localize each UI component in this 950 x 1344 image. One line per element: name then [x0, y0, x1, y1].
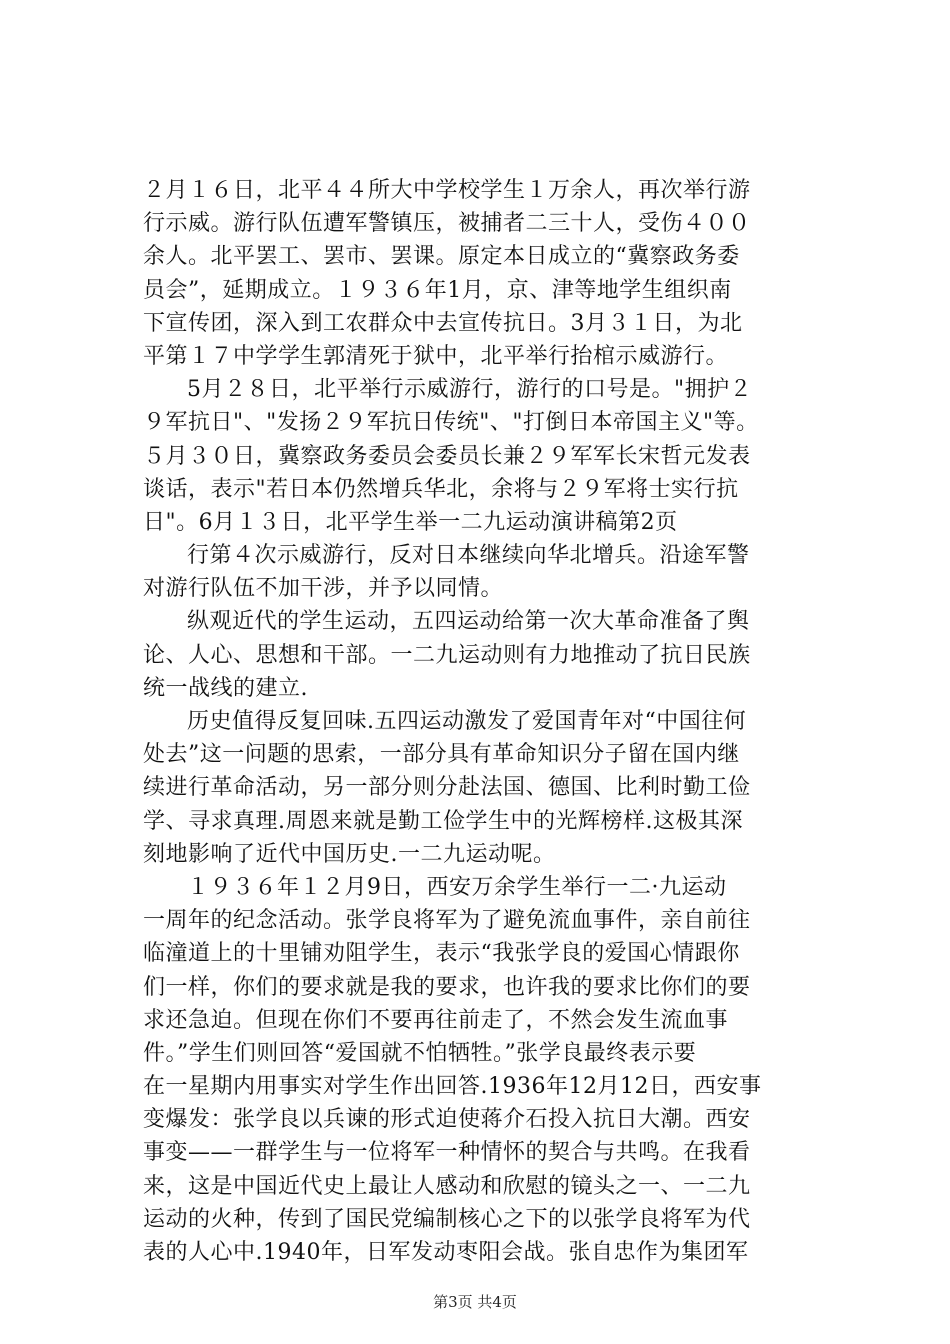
text-line: 行示威。游行队伍遭军警镇压，被捕者二三十人，受伤４００ — [143, 211, 751, 237]
text-line: 临潼道上的十里铺劝阻学生，表示“我张学良的爱国心情跟你 — [143, 941, 740, 967]
text-line: 来，这是中国近代史上最让人感动和欣慰的镜头之一、一二九 — [143, 1173, 751, 1199]
text-line: ５月３０日，冀察政务委员会委员长兼２９军军长宋哲元发表 — [143, 443, 751, 469]
text-line: 件。”学生们则回答“爱国就不怕牺牲。”张学良最终表示要 — [143, 1040, 697, 1066]
text-line: 求还急迫。但现在你们不要再往前走了，不然会发生流血事 — [143, 1007, 729, 1033]
text-line: 处去”这一问题的思索，一部分具有革命知识分子留在国内继 — [143, 742, 740, 768]
text-line: 在一星期内用事实对学生作出回答.1936年12月12日，西安事 — [143, 1074, 762, 1100]
text-line: 谈话，表示"若日本仍然增兵华北，余将与２９军将士实行抗 — [143, 476, 739, 502]
text-line: 一周年的纪念活动。张学良将军为了避免流血事件，亲自前往 — [143, 908, 751, 934]
text-line: 学、寻求真理.周恩来就是勤工俭学生中的光辉榜样.这极其深 — [143, 808, 743, 834]
text-line: 刻地影响了近代中国历史.一二九运动呢。 — [143, 841, 556, 867]
text-line: 统一战线的建立. — [143, 675, 308, 701]
text-line: 变爆发：张学良以兵谏的形式迫使蒋介石投入抗日大潮。西安 — [143, 1107, 751, 1133]
text-line: 事变——一群学生与一位将军一种情怀的契合与共鸣。在我看 — [143, 1140, 751, 1166]
text-line: 论、人心、思想和干部。一二九运动则有力地推动了抗日民族 — [143, 642, 751, 668]
text-line: 日"。6月１３日，北平学生举一二九运动演讲稿第2页 — [143, 509, 678, 535]
text-line: 们一样，你们的要求就是我的要求，也许我的要求比你们的要 — [143, 974, 751, 1000]
text-line: 运动的火种，传到了国民党编制核心之下的以张学良将军为代 — [143, 1206, 751, 1232]
text-line: １９３６年１２月9日，西安万余学生举行一二·九运动 — [187, 874, 727, 900]
body-text — [143, 174, 829, 1269]
text-line: 余人。北平罢工、罢市、罢课。原定本日成立的“冀察政务委 — [143, 244, 740, 270]
text-line: 下宣传团，深入到工农群众中去宣传抗日。3月３１日，为北 — [143, 310, 743, 336]
text-line: ２月１６日，北平４４所大中学校学生１万余人，再次举行游 — [143, 178, 751, 203]
page-number-footer: 第3页 共4页 — [433, 1293, 517, 1311]
text-line: 续进行革命活动，另一部分则分赴法国、德国、比利时勤工俭 — [143, 775, 751, 801]
text-line: 纵观近代的学生运动，五四运动给第一次大革命准备了舆 — [187, 609, 750, 635]
text-line: ９军抗日"、"发扬２９军抗日传统"、"打倒日本帝国主义"等。 — [143, 410, 759, 436]
text-line: 历史值得反复回味.五四运动激发了爱国青年对“中国往何 — [187, 709, 747, 734]
text-line: 表的人心中.1940年，日军发动枣阳会战。张自忠作为集团军 — [143, 1240, 749, 1265]
text-line: 行第４次示威游行，反对日本继续向华北增兵。沿途军警 — [187, 543, 750, 569]
text-line: 对游行队伍不加干涉，并予以同情。 — [143, 576, 504, 602]
text-line: 5月２８日，北平举行示威游行，游行的口号是。"拥护２ — [187, 377, 753, 403]
text-line: 平第１７中学学生郭清死于狱中，北平举行抬棺示威游行。 — [143, 343, 729, 369]
text-line: 员会”，延期成立。１９３６年1月，京、津等地学生组织南 — [143, 277, 732, 303]
